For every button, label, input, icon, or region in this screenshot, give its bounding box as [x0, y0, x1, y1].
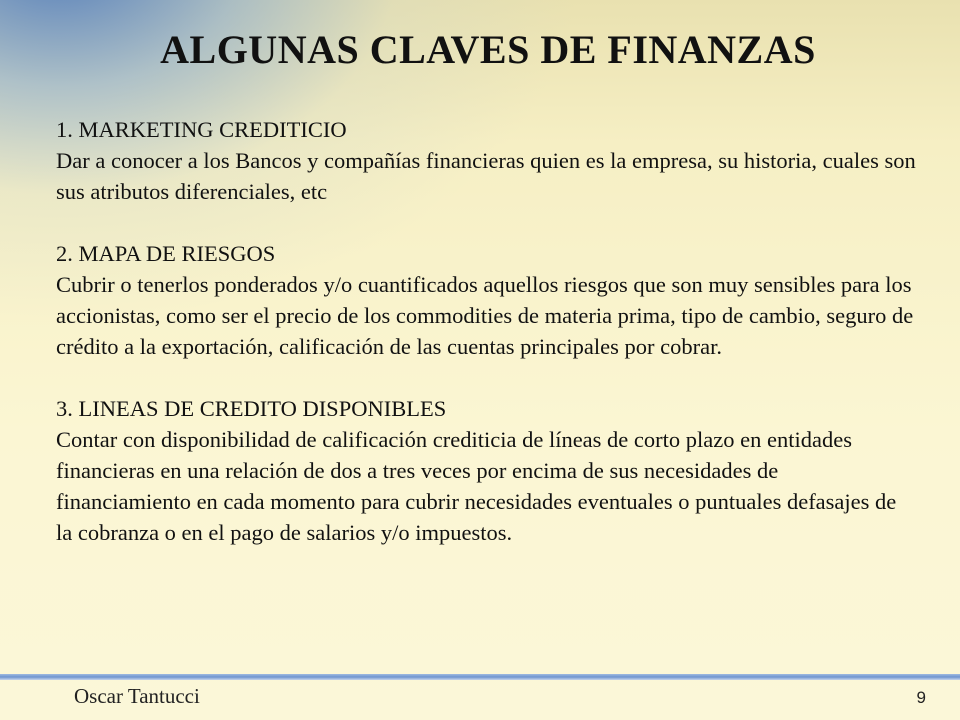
section-heading: 2. MAPA DE RIESGOS: [56, 241, 276, 266]
section-body: Cubrir o tenerlos ponderados y/o cuantificados aquellos riesgos que son muy sensibles para los accionistas, como ser el precio de los commodities de materia prima, tipo de cambio, seguro de crédito a la exportación, calificación de las cuentas principales por cobrar.: [56, 272, 914, 359]
section-lineas-de-credito: [56, 393, 916, 548]
section-mapa-de-riesgos: [56, 238, 916, 362]
section-heading: 3. LINEAS DE CREDITO DISPONIBLES: [56, 396, 447, 421]
slide-title: ALGUNAS CLAVES DE FINANZAS: [160, 27, 816, 72]
page-number: 9: [916, 688, 926, 707]
footer-author: Oscar Tantucci: [74, 684, 200, 708]
section-heading: 1. MARKETING CREDITICIO: [56, 117, 347, 142]
slide-content: [56, 114, 916, 579]
section-body: Dar a conocer a los Bancos y compañías financieras quien es la empresa, su historia, cuales son sus atributos diferenciales, etc: [56, 148, 916, 204]
footer-divider: [0, 674, 960, 680]
section-body: Contar con disponibilidad de calificación crediticia de líneas de corto plazo en entidades financieras en una relación de dos a tres veces por encima de sus necesidades de financiamiento en cada momento para cubrir necesidades eventuales o puntuales defasajes de la cobranza o en el pago de salarios y/o impuestos.: [56, 427, 897, 545]
section-marketing-crediticio: [56, 114, 916, 207]
